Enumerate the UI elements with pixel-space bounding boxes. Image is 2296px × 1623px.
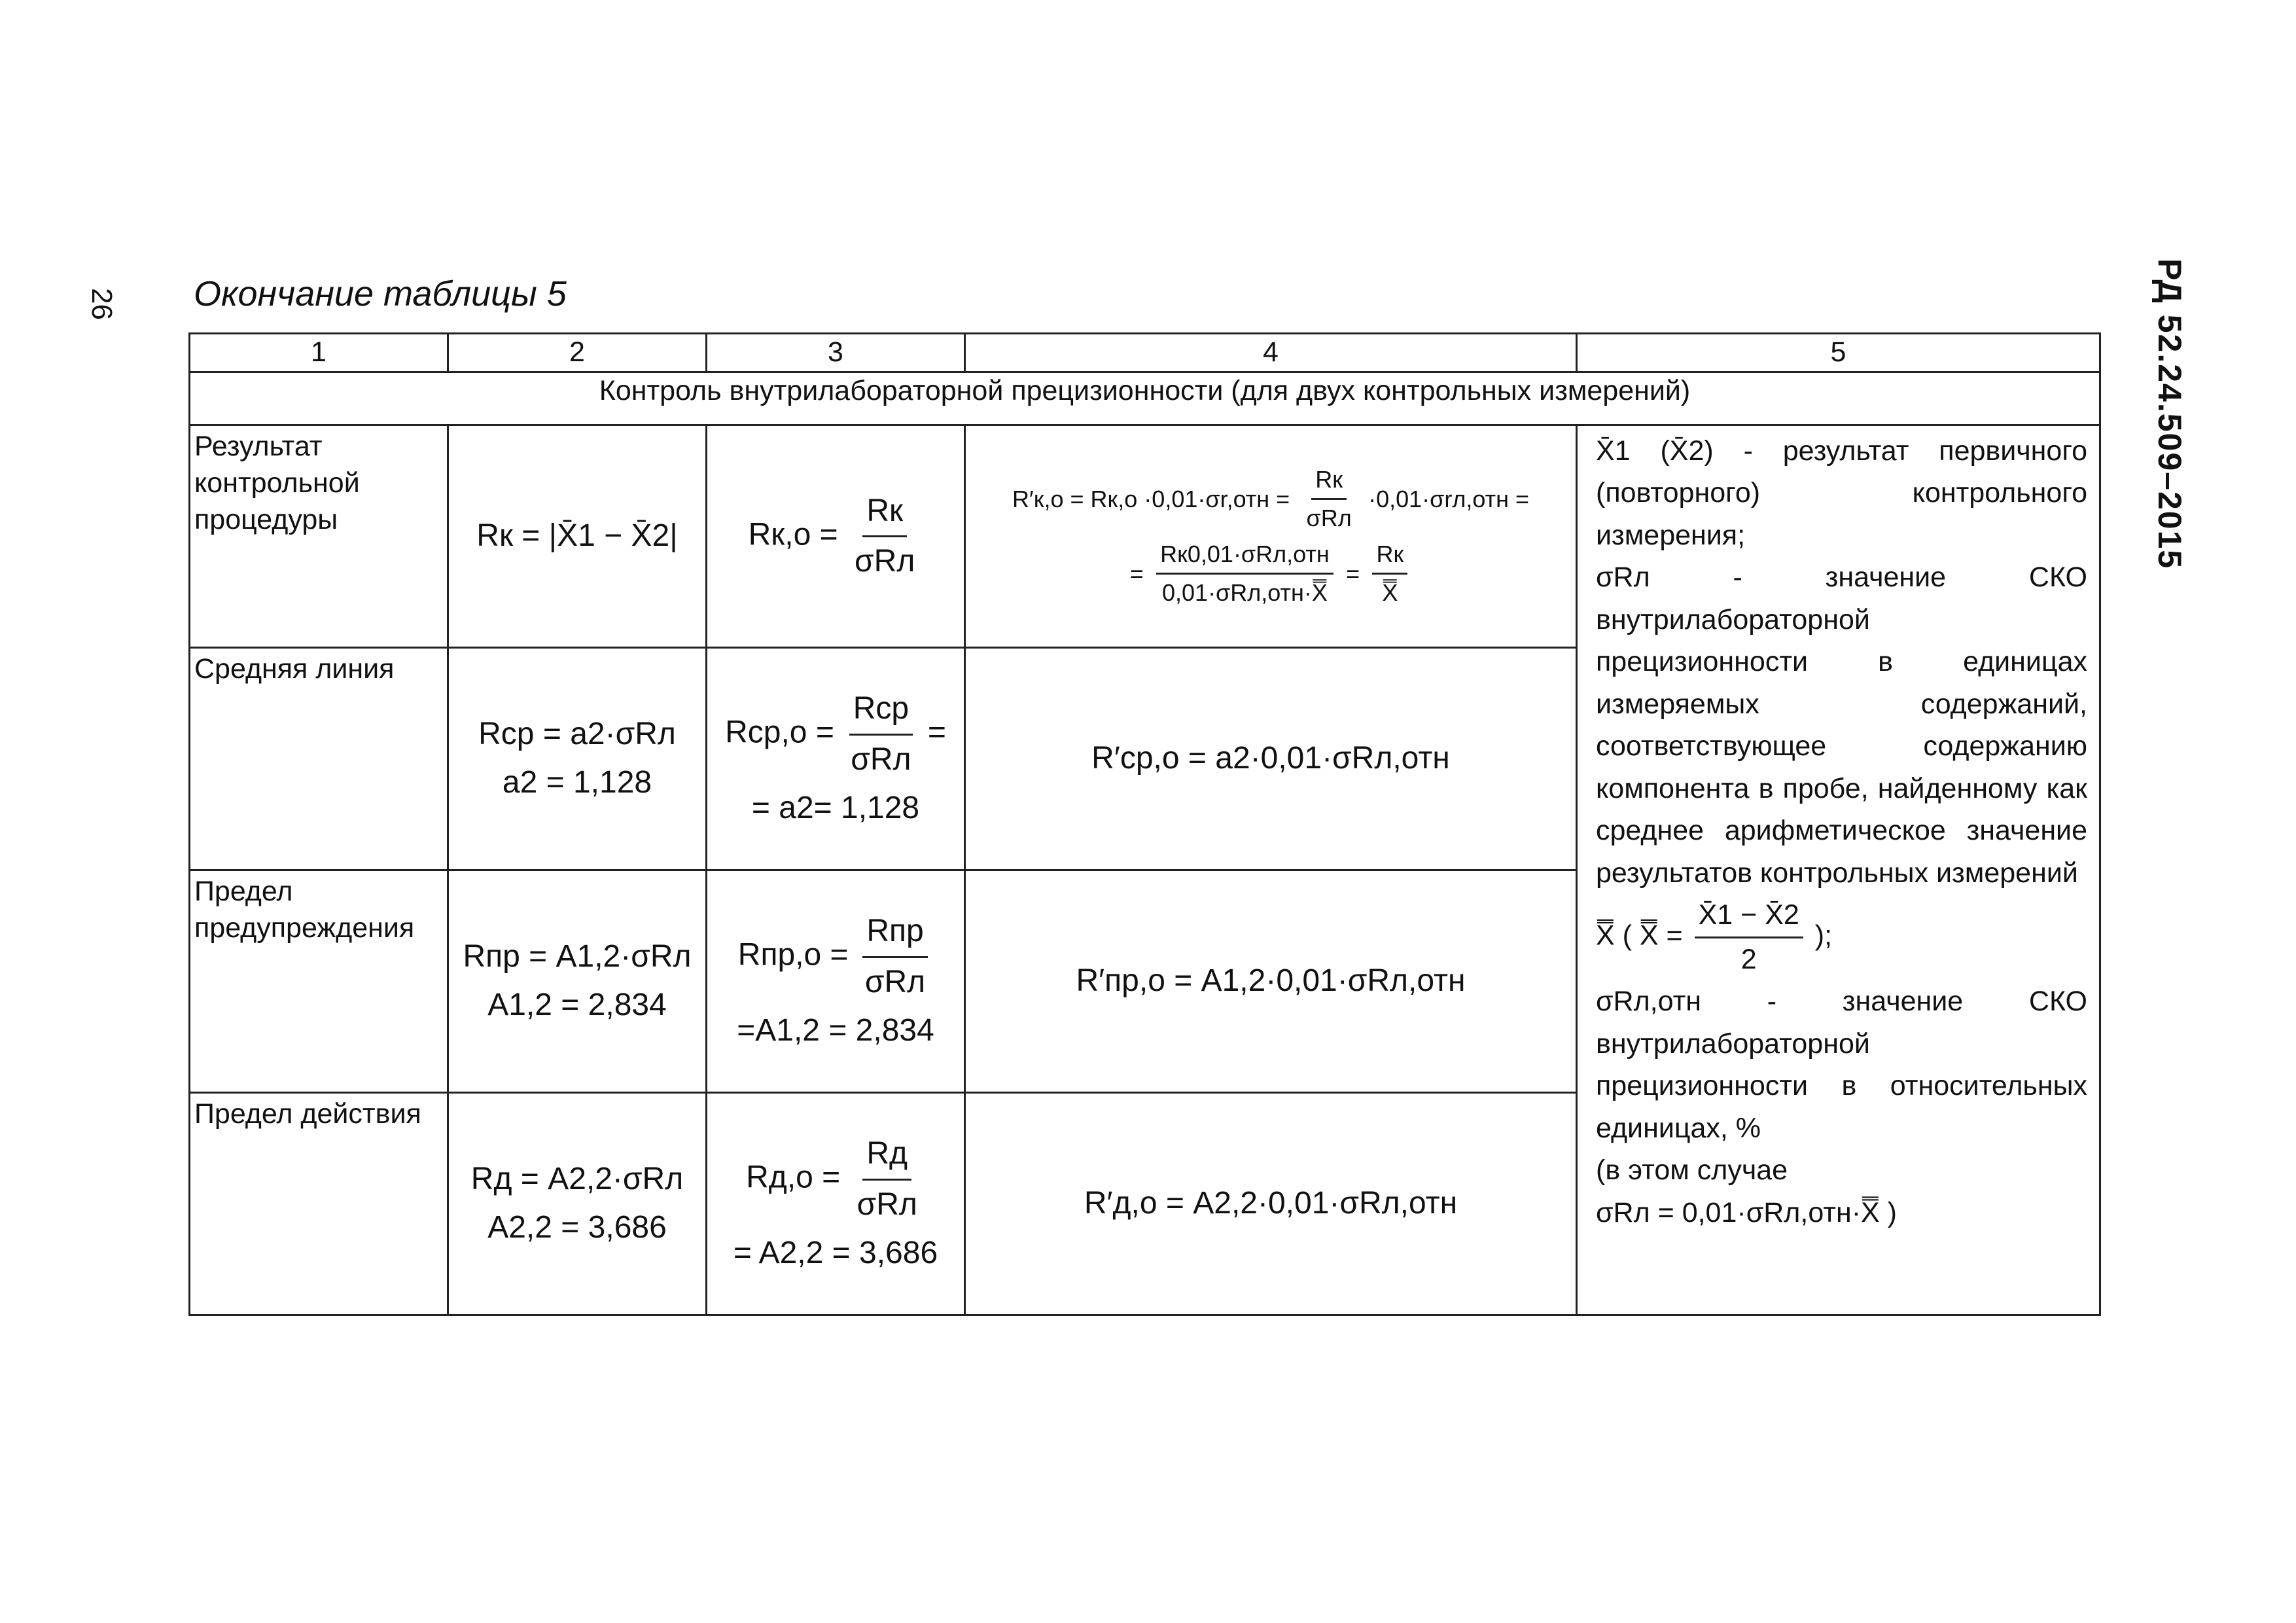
control-table: [188, 332, 2101, 1316]
section-title: Контроль внутрилабораторной прецизионности (для двух контрольных измерений): [190, 372, 2100, 425]
fraction-numerator: Rк: [1372, 536, 1407, 575]
formula-line: = A2,2 = 3,686: [733, 1236, 938, 1271]
fraction-denominator: 2: [1740, 943, 1757, 975]
row-name: Средняя линия: [190, 647, 448, 870]
formula-col2: [448, 870, 707, 1092]
formula-tail: =: [927, 715, 946, 750]
fraction: [1372, 536, 1407, 611]
header-row: [190, 334, 2100, 372]
document-code: РД 52.24.509–2015: [2151, 259, 2188, 570]
formula-col3: [707, 425, 965, 647]
formula-line: =A1,2 = 2,834: [737, 1013, 934, 1048]
formula-col4: R′ср,о = a2·0,01·σRл,отн: [965, 647, 1577, 870]
formula-tail: );: [1814, 919, 1833, 952]
definitions-cell: [1577, 425, 2100, 1315]
formula-col4: R′пр,о = A1,2·0,01·σRл,отн: [965, 870, 1577, 1092]
definition-sigma-rel: σRл,отн - значение СКО внутрилабораторной прецизионности в относительных единицах, %: [1596, 986, 2087, 1144]
fraction-denominator: σRл: [855, 543, 915, 579]
formula-col2: [448, 647, 707, 870]
fraction-numerator: Rк: [1311, 461, 1347, 500]
header-cell-2: 2: [448, 334, 707, 372]
formula-line: [707, 1130, 964, 1229]
fraction: [1156, 536, 1333, 611]
header-cell-4: 4: [965, 334, 1577, 372]
fraction-denominator: 0,01·σRл,отн·X̿: [1162, 579, 1328, 607]
formula-line: = $\frac{\text{Rк0,01·σRл,отн}}{\text{0,01·σRл,отн·X̿}}$ = $\frac{Rк}{X̿}$: [966, 536, 1576, 611]
fraction-denominator: σRл: [857, 1186, 917, 1222]
formula-lhs: Rд,о =: [746, 1160, 841, 1195]
header-cell-5: 5: [1577, 334, 2100, 372]
formula-line: [966, 461, 1576, 537]
formula-line: = a2= 1,128: [751, 791, 920, 826]
fraction-numerator: Rср: [849, 685, 913, 735]
formula-line: Rср = a2·σRл: [478, 717, 676, 751]
fraction: [1695, 894, 1803, 980]
fraction-denominator: σRл: [1306, 504, 1352, 531]
formula-lhs: Rср,о =: [725, 715, 834, 750]
formula-col3: [707, 870, 965, 1092]
formula-lhs: X̿ ( X̿ =: [1596, 919, 1683, 952]
note-open: (в этом случае: [1596, 1154, 1788, 1186]
definition-xmean: [1596, 894, 2087, 980]
formula-rhs: ·0,01·σrл,отн =: [1368, 485, 1530, 512]
table-caption: Окончание таблицы 5: [194, 274, 567, 313]
header-cell-1: 1: [190, 334, 448, 372]
fraction: [847, 685, 915, 784]
fraction-denominator: σRл: [864, 964, 926, 999]
formula-line: [707, 907, 964, 1007]
row-name: Результат контрольной процедуры: [190, 425, 448, 647]
row-name: Предел действия: [190, 1092, 448, 1315]
formula-col4: [965, 425, 1577, 647]
formula-line: A1,2 = 2,834: [487, 988, 667, 1023]
formula-lhs: Rпр,о =: [737, 937, 849, 972]
fraction-numerator: X̄1 − X̄2: [1695, 894, 1803, 938]
formula-col3: [707, 647, 965, 870]
formula-line: A2,2 = 3,686: [487, 1210, 667, 1245]
formula-col2: [448, 1092, 707, 1315]
fraction: [861, 907, 929, 1007]
fraction-numerator: Rк: [862, 487, 907, 537]
fraction-denominator: σRл: [851, 741, 911, 777]
definition-x: X̄1 (X̄2) - результат первичного (повторного) контрольного измерения;: [1596, 435, 2087, 551]
formula-line: a2 = 1,128: [502, 765, 652, 800]
fraction: [853, 1130, 921, 1229]
table-row: [190, 425, 2100, 647]
formula-col2: Rк = |X̄1 − X̄2|: [448, 425, 707, 647]
formula-line: [707, 685, 964, 784]
formula-line: Rпр = A1,2·σRл: [463, 939, 692, 974]
formula-lhs: R′к,о = Rк,о ·0,01·σr,отн =: [1012, 485, 1290, 512]
definition-sigma: σRл - значение СКО внутрилабораторной прецизионности в единицах измеряемых содержаний, соответствующее содержанию компонента в пробе, найденному как среднее арифметическое значение результатов контрольных измерений: [1596, 562, 2087, 889]
formula-lhs: Rк,о =: [748, 517, 838, 552]
fraction-denominator: X̿: [1382, 579, 1398, 607]
header-cell-3: 3: [707, 334, 965, 372]
formula-line: Rд = A2,2·σRл: [470, 1162, 684, 1196]
fraction-numerator: Rк0,01·σRл,отн: [1156, 536, 1333, 575]
formula-col3: [707, 1092, 965, 1315]
fraction: [1303, 461, 1356, 537]
fraction: [851, 487, 919, 586]
page-number: 26: [86, 288, 118, 320]
note-formula: σRл = 0,01·σRл,отн·X̿ ): [1596, 1196, 1898, 1228]
section-row: [190, 372, 2100, 425]
fraction-numerator: Rпр: [862, 907, 927, 957]
formula-col4: R′д,о = A2,2·0,01·σRл,отн: [965, 1092, 1577, 1315]
fraction-numerator: Rд: [862, 1130, 911, 1180]
row-name: Предел предупреждения: [190, 870, 448, 1092]
